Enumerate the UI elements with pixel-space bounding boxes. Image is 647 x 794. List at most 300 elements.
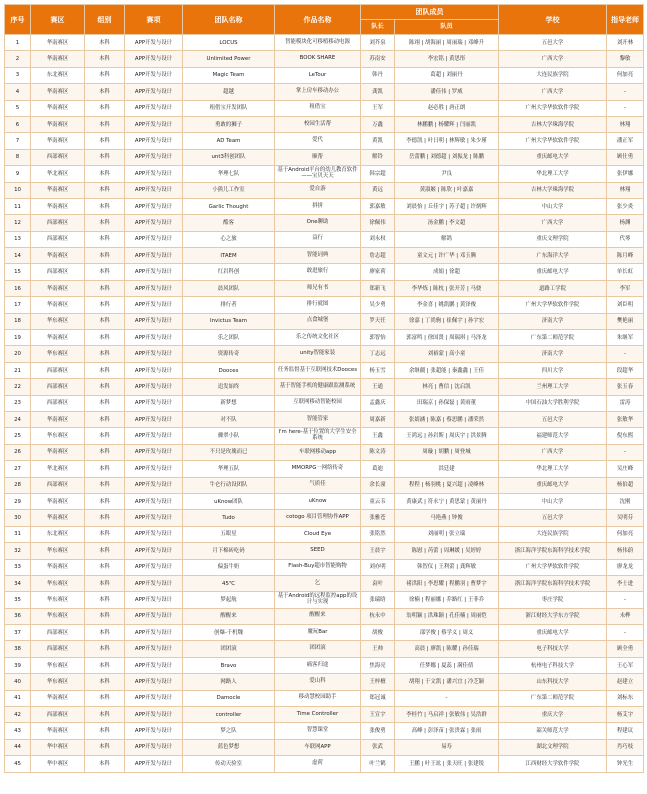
table-row [5,690,644,706]
row-number: 3 [5,67,31,83]
row-captain: 胡俊 [361,625,395,641]
row-group: 本科 [85,297,125,313]
row-event: APP开发与设计 [125,264,183,280]
table-row [5,575,644,591]
row-number: 13 [5,231,31,247]
table-row [5,461,644,477]
row-teammates: 黄康武 | 符永宁 | 黄思蒙 | 黄丽丹 [395,493,499,509]
row-advisor: 杨伟蔚 [607,543,644,559]
row-advisor: 樊艳丽 [607,313,644,329]
row-work-name: Time Controller [275,707,361,723]
row-work-name: 校园生活帮 [275,116,361,132]
row-teammates: 黄淑姬 | 陈欣 | 叶嘉嘉 [395,182,499,198]
table-row [5,346,644,362]
row-captain: 王梓檀 [361,674,395,690]
row-work-name: cotogo 项目管理协作APP [275,510,361,526]
row-group: 本科 [85,690,125,706]
row-number: 38 [5,641,31,657]
table-row [5,657,644,673]
row-group: 本科 [85,231,125,247]
row-school: 四川大学 [499,362,607,378]
row-advisor: 杨渊 [607,215,644,231]
table-row [5,133,644,149]
row-event: APP开发与设计 [125,444,183,460]
row-team-name: 华理五队 [183,461,275,477]
row-teammates: 任梦娜 | 夏蕊 | 满佳倩 [395,657,499,673]
row-number: 5 [5,100,31,116]
row-group: 本科 [85,346,125,362]
table-row [5,411,644,427]
row-captain: 王帅 [361,641,395,657]
row-work-name: 掌上房车移动办公 [275,84,361,100]
row-school: 广东第二师范学院 [499,330,607,346]
row-group: 本科 [85,723,125,739]
table-row [5,707,644,723]
header-group: 组别 [85,5,125,35]
row-school: 道路工学院 [499,280,607,296]
row-captain: 廖家荷 [361,264,395,280]
row-captain: 陈文涛 [361,444,395,460]
row-number: 10 [5,182,31,198]
row-school: 江西财经大学软件学院 [499,756,607,772]
row-region: 华东赛区 [31,608,85,624]
row-captain: 孟鑫庆 [361,395,395,411]
table-row [5,477,644,493]
header-no: 序号 [5,5,31,35]
row-region: 华南赛区 [31,248,85,264]
row-team-name: 网路人 [183,674,275,690]
row-group: 本科 [85,526,125,542]
row-teammates: 陈慰 | 芮蕾 | 周琳媛 | 吴婷婷 [395,543,499,559]
row-event: APP开发与设计 [125,35,183,51]
table-row [5,510,644,526]
row-school: 兰州理工大学 [499,379,607,395]
row-team-name: 牛仑行动设团队 [183,477,275,493]
row-advisor: - [607,100,644,116]
row-team-name: LOCUS [183,35,275,51]
row-advisor: 林翔 [607,182,644,198]
row-teammates: 徐嘉 | 丁尚驹 | 崔佩宇 | 孙宇宏 [395,313,499,329]
row-group: 本科 [85,84,125,100]
row-school: 重庆邮电大学 [499,264,607,280]
row-group: 本科 [85,51,125,67]
row-region: 华南赛区 [31,84,85,100]
row-region: 华南赛区 [31,723,85,739]
row-number: 25 [5,428,31,444]
row-team-name: 团团滚 [183,641,275,657]
row-captain: 黄凯 [361,133,395,149]
row-school: 浙江海洋学院东海科学技术学院 [499,575,607,591]
row-advisor: - [607,84,644,100]
row-teammates: 赵必胜 | 唐正朗 [395,100,499,116]
header-row [5,5,644,20]
row-team-name: AD Team [183,133,275,149]
row-group: 本科 [85,149,125,165]
row-team-name: 骤翠小队 [183,428,275,444]
row-advisor: 陈月峰 [607,248,644,264]
row-captain: 王宣宇 [361,707,395,723]
row-teammates: 岳蕾鹏 | 刘德超 | 刘振龙 | 陈鹏 [395,149,499,165]
row-work-name: One聊助 [275,215,361,231]
row-school: 韶关师范大学 [499,723,607,739]
row-team-name: 小熊儿工作室 [183,182,275,198]
row-school: 广东海洋大学 [499,248,607,264]
row-advisor: 何加亮 [607,526,644,542]
row-number: 20 [5,346,31,362]
row-team-name: 资源传奇 [183,346,275,362]
row-region: 西部赛区 [31,379,85,395]
row-number: 32 [5,543,31,559]
row-group: 本科 [85,592,125,608]
row-work-name: 移动慧校园助手 [275,690,361,706]
row-teammates: 李德凯 | 叶日明 | 林辉敏 | 朱少瑾 [395,133,499,149]
row-captain: 焦海亮 [361,657,395,673]
row-teammates: 潘佳伟 | 罗威 [395,84,499,100]
row-captain: 张武 [361,739,395,755]
row-work-name: 魔玩Bar [275,625,361,641]
row-captain: 韩丹 [361,67,395,83]
row-team-name: 月下棉砖吃码 [183,543,275,559]
results-table-container [4,4,643,773]
row-region: 西部赛区 [31,395,85,411]
row-school: 华北理工大学 [499,166,607,182]
header-members: 团队成员 [361,5,499,20]
table-row [5,641,644,657]
row-event: APP开发与设计 [125,559,183,575]
row-captain: 郭嘉敏 [361,198,395,214]
row-group: 本科 [85,575,125,591]
row-region: 华南赛区 [31,198,85,214]
row-region: 西部赛区 [31,707,85,723]
row-group: 本科 [85,641,125,657]
row-teammates: 程程 | 杨羽桃 | 夏兴超 | 凌峰林 [395,477,499,493]
row-captain: 罗天任 [361,313,395,329]
row-event: APP开发与设计 [125,739,183,755]
row-group: 本科 [85,444,125,460]
row-group: 本科 [85,215,125,231]
row-group: 本科 [85,477,125,493]
row-school: 湖北文理学院 [499,739,607,755]
row-event: APP开发与设计 [125,641,183,657]
row-teammates: 张婧涵 | 陈嘉 | 蔡思鹏 | 潘荣然 [395,411,499,427]
row-school: 济南大学 [499,346,607,362]
row-school: 广州大学华软软件学院 [499,133,607,149]
row-event: APP开发与设计 [125,461,183,477]
row-advisor: 刘标东 [607,690,644,706]
row-teammates: 林鹏鹏 | 杨耀辉 | 闫丽凯 [395,116,499,132]
row-number: 22 [5,379,31,395]
row-advisor: 廖龙龙 [607,559,644,575]
row-captain: 刘芥泉 [361,35,395,51]
row-event: APP开发与设计 [125,395,183,411]
row-team-name: 红岩科创 [183,264,275,280]
row-event: APP开发与设计 [125,592,183,608]
results-table [4,4,644,773]
row-number: 16 [5,280,31,296]
row-event: APP开发与设计 [125,280,183,296]
row-number: 15 [5,264,31,280]
table-row [5,100,644,116]
row-number: 1 [5,35,31,51]
row-school: 广西大学 [499,51,607,67]
row-advisor: 代琴 [607,231,644,247]
row-work-name: 师兄有书 [275,280,361,296]
row-work-name: 智能模块化可移植移动电源 [275,35,361,51]
row-event: APP开发与设计 [125,67,183,83]
row-team-name: 蓝色梦想 [183,739,275,755]
row-group: 本科 [85,674,125,690]
row-advisor: 林翔 [607,116,644,132]
row-school: 山东科技大学 [499,674,607,690]
row-advisor: 沈刚 [607,493,644,509]
row-event: APP开发与设计 [125,166,183,182]
row-number: 7 [5,133,31,149]
row-captain: 吴少勇 [361,297,395,313]
row-captain: 刘永权 [361,231,395,247]
row-region: 华北赛区 [31,461,85,477]
row-team-name: uKnow团队 [183,493,275,509]
row-region: 西部赛区 [31,149,85,165]
row-number: 27 [5,461,31,477]
header-region: 赛区 [31,5,85,35]
row-teammates: 余继疆 | 张超能 | 秦鑫鑫 | 王佳 [395,362,499,378]
row-school: 五邑大学 [499,510,607,526]
row-region: 西部赛区 [31,362,85,378]
row-number: 4 [5,84,31,100]
row-event: APP开发与设计 [125,526,183,542]
row-work-name: 痛客归途 [275,657,361,673]
table-row [5,674,644,690]
header-team: 团队名称 [183,5,275,35]
row-team-name: 醒醒来 [183,608,275,624]
row-group: 本科 [85,166,125,182]
row-event: APP开发与设计 [125,723,183,739]
row-region: 华中赛区 [31,739,85,755]
row-group: 本科 [85,493,125,509]
row-team-name: Invictus Team [183,313,275,329]
row-captain: 叶兰鹤 [361,756,395,772]
row-group: 本科 [85,379,125,395]
table-row [5,379,644,395]
row-event: APP开发与设计 [125,674,183,690]
row-event: APP开发与设计 [125,198,183,214]
row-event: APP开发与设计 [125,428,183,444]
table-row [5,280,644,296]
row-team-name: 租借宝开发团队 [183,100,275,116]
row-number: 8 [5,149,31,165]
row-work-name: Flash-Buy超市智能购物 [275,559,361,575]
row-event: APP开发与设计 [125,149,183,165]
row-region: 华南赛区 [31,330,85,346]
row-group: 本科 [85,264,125,280]
row-captain: 解铃 [361,149,395,165]
row-teammates: 徐楠 | 程丽娜 | 乔路红 | 王菲乔 [395,592,499,608]
row-work-name: 团团滚 [275,641,361,657]
row-work-name: LeTour [275,67,361,83]
row-region: 华东赛区 [31,428,85,444]
row-group: 本科 [85,756,125,772]
row-teammates: 成娟 | 徐超 [395,264,499,280]
row-group: 本科 [85,116,125,132]
row-number: 31 [5,526,31,542]
row-work-name: 互联网移动智能校园 [275,395,361,411]
row-region: 华东赛区 [31,543,85,559]
row-school: 广州大学华软软件学院 [499,100,607,116]
row-number: 17 [5,297,31,313]
row-teammates: 高晨 | 廖凯 | 陈耀 | 孙佳瑞 [395,641,499,657]
row-number: 37 [5,625,31,641]
row-event: APP开发与设计 [125,133,183,149]
row-work-name: 智慧课堂 [275,723,361,739]
row-number: 34 [5,575,31,591]
row-teammates: 李桂竹 | 马启祥 | 张敏伟 | 吴浩群 [395,707,499,723]
row-group: 本科 [85,657,125,673]
row-region: 华南赛区 [31,51,85,67]
row-advisor: - [607,625,644,641]
row-event: APP开发与设计 [125,84,183,100]
row-school: 重庆邮电大学 [499,477,607,493]
row-event: APP开发与设计 [125,330,183,346]
row-event: APP开发与设计 [125,379,183,395]
row-school: 五邑大学 [499,35,607,51]
row-team-name: 对不队 [183,411,275,427]
row-event: APP开发与设计 [125,215,183,231]
row-work-name: SEED [275,543,361,559]
row-teammates: 葛超 | 刘丽丹 [395,67,499,83]
row-school: 枣庄学院 [499,592,607,608]
row-region: 华东赛区 [31,674,85,690]
table-row [5,116,644,132]
row-teammates: 田瑞京 | 孙保磊 | 黄雨董 [395,395,499,411]
row-teammates: 李宏铭 | 黄思彤 [395,51,499,67]
row-team-name: Garlic Thought [183,198,275,214]
row-region: 西部赛区 [31,215,85,231]
row-captain: 郭智怡 [361,330,395,346]
row-teammates: 高峰 | 彭泽苗 | 张贵霖 | 张雨 [395,723,499,739]
row-team-name: 不只是玫瑰而已 [183,444,275,460]
row-captain: 张铭然 [361,526,395,542]
row-advisor: 程建议 [607,723,644,739]
row-advisor: 雷涛 [607,395,644,411]
row-region: 西部赛区 [31,231,85,247]
table-row [5,444,644,460]
table-row [5,198,644,214]
table-row [5,559,644,575]
row-school: 重庆大学 [499,707,607,723]
row-school: 大连民族学院 [499,526,607,542]
row-region: 东北赛区 [31,67,85,83]
row-advisor: 钟光生 [607,756,644,772]
row-school: 五邑大学 [499,411,607,427]
header-school: 学校 [499,5,607,35]
row-number: 6 [5,116,31,132]
row-school: 广西大学 [499,215,607,231]
row-team-name: 创爆-千机魏 [183,625,275,641]
table-row [5,428,644,444]
row-school: 华北理工大学 [499,461,607,477]
row-teammates: 刘晨怡 | 丘佳宇 | 苏子超 | 许炳辉 [395,198,499,214]
row-teammates: 陈翊 | 胡海丽 | 周丽瑞 | 邓峰升 [395,35,499,51]
row-advisor: 顾仕勇 [607,149,644,165]
row-event: APP开发与设计 [125,575,183,591]
row-number: 9 [5,166,31,182]
row-advisor: 朱继军 [607,330,644,346]
row-work-name: MMORPG一网络传奇 [275,461,361,477]
row-advisor: 何加亮 [607,67,644,83]
row-advisor: 赵建立 [607,674,644,690]
row-team-name: 梦起航 [183,592,275,608]
row-team-name: 45℃ [183,575,275,591]
row-event: APP开发与设计 [125,51,183,67]
row-event: APP开发与设计 [125,182,183,198]
row-advisor: 未桦 [607,608,644,624]
table-row [5,84,644,100]
row-event: APP开发与设计 [125,411,183,427]
row-school: 重庆邮电大学 [499,149,607,165]
row-region: 华南赛区 [31,100,85,116]
row-captain: 杭永中 [361,608,395,624]
row-number: 36 [5,608,31,624]
row-number: 14 [5,248,31,264]
row-number: 33 [5,559,31,575]
row-school: 杭州电子科技大学 [499,657,607,673]
table-row [5,526,644,542]
row-captain: 张俊勇 [361,723,395,739]
row-work-name: uKnow [275,493,361,509]
row-number: 21 [5,362,31,378]
row-school: 广西大学 [499,444,607,460]
row-group: 本科 [85,510,125,526]
row-number: 40 [5,674,31,690]
table-row [5,362,644,378]
row-team-name: 酷客 [183,215,275,231]
row-work-name: 智能管家 [275,411,361,427]
row-event: APP开发与设计 [125,690,183,706]
row-work-name: 车联网移动app [275,444,361,460]
row-teammates: 王鸿远 | 孙岩斯 | 周庆宇 | 洪景腾 [395,428,499,444]
row-team-name: controller [183,707,275,723]
row-group: 本科 [85,182,125,198]
row-school: 重庆文理学院 [499,231,607,247]
row-captain: 郑新飞 [361,280,395,296]
row-captain: 黄远 [361,182,395,198]
row-team-name: 偏蛋牛奶 [183,559,275,575]
row-captain: 王通 [361,379,395,395]
row-work-name: 益行 [275,231,361,247]
row-work-name: 租借宝 [275,100,361,116]
row-advisor: 李军 [607,280,644,296]
row-number: 44 [5,739,31,755]
row-advisor: 潘正军 [607,133,644,149]
row-group: 本科 [85,313,125,329]
row-number: 23 [5,395,31,411]
row-region: 东北赛区 [31,526,85,542]
row-number: 26 [5,444,31,460]
row-group: 本科 [85,330,125,346]
row-region: 华南赛区 [31,690,85,706]
row-captain: 王晨宇 [361,543,395,559]
row-work-name: BOOK SHARE [275,51,361,67]
row-work-name: 拼拼 [275,198,361,214]
row-advisor: 张伊娜 [607,166,644,182]
row-advisor: 顾全勇 [607,641,644,657]
row-work-name: 点食城堡 [275,313,361,329]
row-advisor: 倪东熙 [607,428,644,444]
row-region: 华南赛区 [31,35,85,51]
row-captain: 王军 [361,100,395,116]
table-row [5,264,644,280]
row-team-name: 乐之团队 [183,330,275,346]
